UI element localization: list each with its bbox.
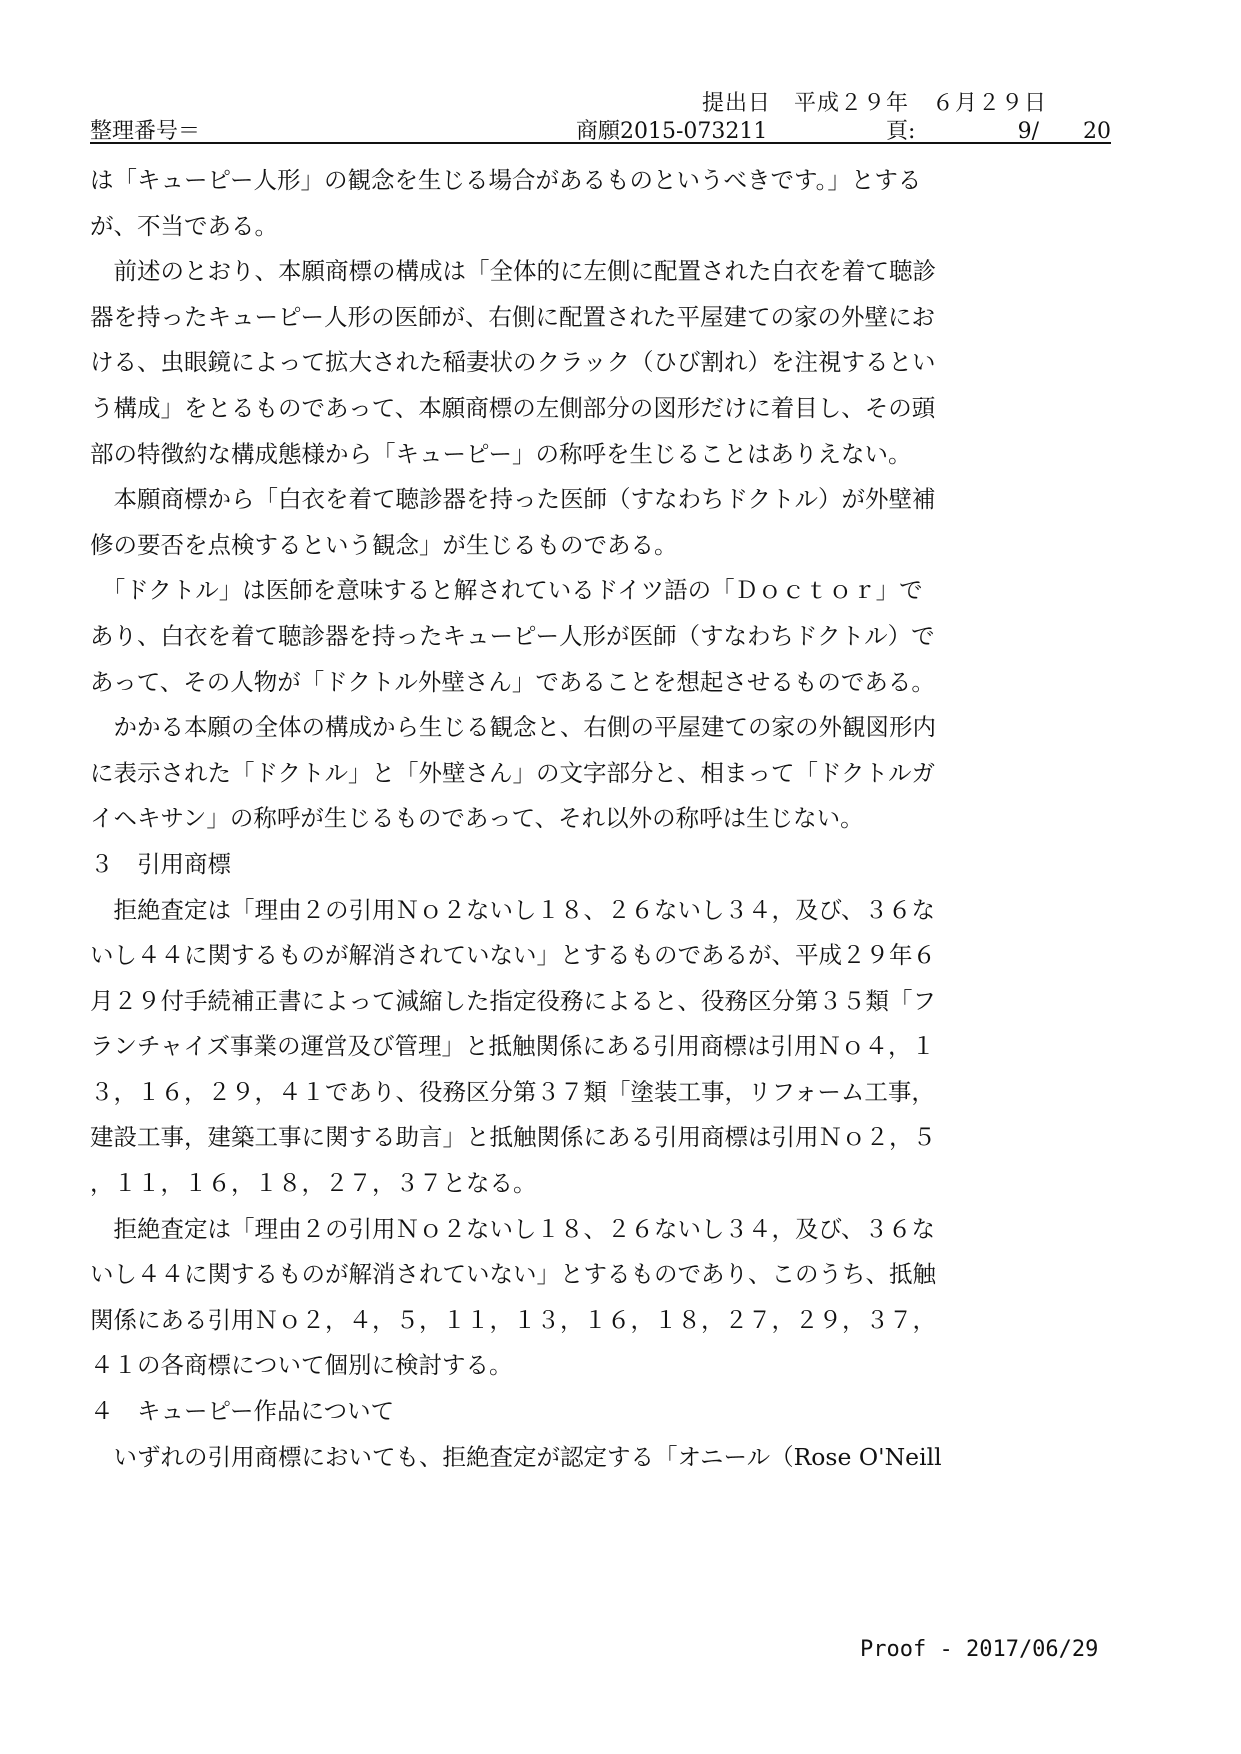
text-line: ランチャイズ事業の運営及び管理」と抵触関係にある引用商標は引用Ｎｏ４，１ xyxy=(90,1032,936,1061)
text-line: 器を持ったキューピー人形の医師が、右側に配置された平屋建ての家の外壁にお xyxy=(90,302,936,331)
text-line: が、不当である。 xyxy=(90,211,278,240)
text-line: 本願商標から「白衣を着て聴診器を持った医師（すなわちドクトル）が外壁補 xyxy=(90,485,936,514)
text-line: ける、虫眼鏡によって拡大された稲妻状のクラック（ひび割れ）を注視するとい xyxy=(90,348,936,377)
text-line: イヘキサン」の称呼が生じるものであって、それ以外の称呼は生じない。 xyxy=(90,804,864,833)
text-line: いし４４に関するものが解消されていない」とするものであるが、平成２９年６ xyxy=(90,941,936,970)
document-header xyxy=(90,114,1111,144)
text-line: う構成」をとるものであって、本願商標の左側部分の図形だけに着目し、その頭 xyxy=(90,393,936,422)
text-line: 前述のとおり、本願商標の構成は「全体的に左側に配置された白衣を着て聴診 xyxy=(90,257,936,286)
text-line: ，１１，１６，１８，２７，３７となる。 xyxy=(90,1169,537,1198)
text-line: ３ 引用商標 xyxy=(90,849,231,878)
text-line: 月２９付手続補正書によって減縮した指定役務によると、役務区分第３５類「フ xyxy=(90,986,936,1015)
application-number: 商願2015-073211 xyxy=(576,119,768,144)
text-line: あって、その人物が「ドクトル外壁さん」であることを想起させるものである。 xyxy=(90,667,935,696)
text-line: 拒絶査定は「理由２の引用Ｎｏ２ないし１８、２６ないし３４，及び、３６な xyxy=(90,1214,936,1243)
document-body xyxy=(90,158,1020,1480)
text-line: いし４４に関するものが解消されていない」とするものであり、このうち、抵触 xyxy=(90,1260,936,1289)
proof-footer: Proof - 2017/06/29 xyxy=(860,1637,1099,1662)
text-line: 関係にある引用Ｎｏ２，４，５，１１，１３，１６，１８，２７，２９，３７， xyxy=(90,1305,936,1334)
page-number: 9/ 20 xyxy=(1017,119,1111,144)
text-line: 修の要否を点検するという観念」が生じるものである。 xyxy=(90,530,678,559)
text-line: かかる本願の全体の構成から生じる観念と、右側の平屋建ての家の外観図形内 xyxy=(90,713,936,742)
text-line: ４ キューピー作品について xyxy=(90,1397,395,1426)
reference-number: 整理番号＝ xyxy=(90,119,201,144)
text-line: あり、白衣を着て聴診器を持ったキューピー人形が医師（すなわちドクトル）で xyxy=(90,621,935,650)
text-line: 建設工事，建築工事に関する助言」と抵触関係にある引用商標は引用Ｎｏ２，５ xyxy=(90,1123,936,1152)
filing-date: 提出日 平成２９年 ６月２９日 xyxy=(702,91,1048,116)
text-line: ４１の各商標について個別に検討する。 xyxy=(90,1351,513,1380)
text-line: 部の特徴約な構成態様から「キューピー」の称呼を生じることはありえない。 xyxy=(90,439,912,468)
text-line: に表示された「ドクトル」と「外壁さん」の文字部分と、相まって「ドクトルガ xyxy=(90,758,936,787)
text-line: ３，１６，２９，４１であり、役務区分第３７類「塗装工事，リフォーム工事， xyxy=(90,1077,935,1106)
page-label: 頁: xyxy=(886,119,916,144)
text-line: いずれの引用商標においても、拒絶査定が認定する「オニール（Rose O'Neill xyxy=(90,1442,942,1471)
text-line: は「キューピー人形」の観念を生じる場合があるものというべきです。」とする xyxy=(90,166,922,194)
text-line: 拒絶査定は「理由２の引用Ｎｏ２ないし１８、２６ないし３４，及び、３６な xyxy=(90,895,936,924)
text-line: 「ドクトル」は医師を意味すると解されているドイツ語の「Ｄｏｃｔｏｒ」で xyxy=(90,576,923,605)
